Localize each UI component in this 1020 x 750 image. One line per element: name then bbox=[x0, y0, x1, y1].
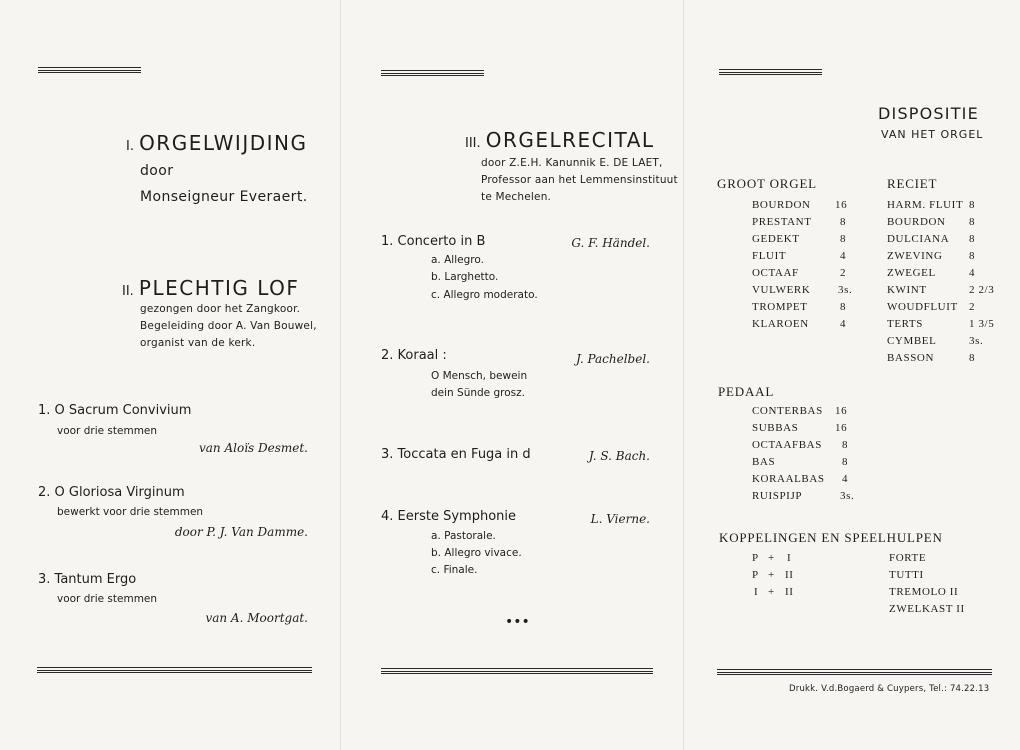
piece-1-part-a: a. Allegro. bbox=[431, 254, 484, 266]
section1-line-1: door bbox=[140, 163, 174, 179]
reciet-stop-name: KWINT bbox=[887, 284, 927, 296]
pedaal-stop-size: 3s. bbox=[840, 490, 855, 502]
coupler-plus: + bbox=[768, 569, 775, 581]
section2-heading bbox=[122, 276, 299, 300]
piece-1-part-c: c. Allegro moderato. bbox=[431, 289, 538, 301]
program-item-1-sub: voor drie stemmen bbox=[57, 425, 158, 437]
section2-title: PLECHTIG LOF bbox=[138, 276, 300, 300]
dispositie-subtitle: VAN HET ORGEL bbox=[881, 128, 984, 141]
aid-tremolo: TREMOLO II bbox=[889, 586, 959, 598]
reciet-stop-name: BOURDON bbox=[887, 216, 946, 228]
piece-4-composer: L. Vierne. bbox=[590, 512, 650, 526]
section3-heading bbox=[465, 128, 655, 152]
reciet-stop-name: CYMBEL bbox=[887, 335, 937, 347]
section3-line-1: door Z.E.H. Kanunnik E. DE LAET, bbox=[481, 157, 663, 169]
section3-title: ORGELRECITAL bbox=[485, 128, 655, 152]
panel-fold-right bbox=[683, 0, 684, 750]
program-item-3-title: 3. Tantum Ergo bbox=[38, 572, 137, 587]
groot-stop-size: 16 bbox=[835, 199, 848, 211]
piece-1-composer: G. F. Händel. bbox=[571, 236, 650, 250]
reciet-stop-size: 8 bbox=[969, 250, 976, 262]
ornament-dots: ••• bbox=[505, 614, 530, 630]
reciet-stop-size: 8 bbox=[969, 216, 976, 228]
coupler-right: I bbox=[787, 552, 792, 564]
pedaal-stop-size: 16 bbox=[835, 422, 848, 434]
piece-2-composer: J. Pachelbel. bbox=[575, 352, 650, 366]
pedaal-stop-size: 16 bbox=[835, 405, 848, 417]
groot-stop-size: 4 bbox=[840, 318, 847, 330]
pedaal-stop-name: RUISPIJP bbox=[752, 490, 803, 502]
reciet-stop-size: 1 3/5 bbox=[969, 318, 995, 330]
pedaal-stop-size: 8 bbox=[842, 456, 849, 468]
piece-4-part-a: a. Pastorale. bbox=[431, 530, 496, 542]
reciet-stop-name: BASSON bbox=[887, 352, 935, 364]
section3-roman: III. bbox=[465, 136, 481, 151]
section3-line-2: Professor aan het Lemmensinstituut bbox=[481, 174, 678, 186]
bottom-rule-panel3 bbox=[717, 669, 992, 675]
groot-stop-name: TROMPET bbox=[752, 301, 808, 313]
printer-credit: Drukk. V.d.Bogaerd & Cuypers, Tel.: 74.22.13 bbox=[789, 684, 990, 694]
pedaal-stop-name: SUBBAS bbox=[752, 422, 799, 434]
coupler-left: P bbox=[752, 569, 759, 581]
bottom-rule-panel2 bbox=[381, 668, 653, 674]
groot-stop-size: 2 bbox=[840, 267, 847, 279]
piece-3-title: 3. Toccata en Fuga in d bbox=[381, 447, 531, 462]
reciet-stop-name: WOUDFLUIT bbox=[887, 301, 958, 313]
pedaal-stop-name: BAS bbox=[752, 456, 776, 468]
piece-1-part-b: b. Larghetto. bbox=[431, 271, 499, 283]
section2-line-1: gezongen door het Zangkoor. bbox=[140, 303, 301, 315]
groot-stop-name: FLUIT bbox=[752, 250, 787, 262]
coupler-plus: + bbox=[768, 586, 775, 598]
piece-2-title: 2. Koraal : bbox=[381, 348, 447, 363]
section1-roman: I. bbox=[126, 139, 134, 154]
piece-2-part-1: O Mensch, bewein bbox=[431, 370, 528, 382]
reciet-stop-name: HARM. FLUIT bbox=[887, 199, 964, 211]
groot-stop-size: 8 bbox=[840, 216, 847, 228]
section2-line-3: organist van de kerk. bbox=[140, 337, 256, 349]
pedaal-stop-size: 8 bbox=[842, 439, 849, 451]
koppelingen-heading: KOPPELINGEN EN SPEELHULPEN bbox=[719, 530, 943, 545]
pedaal-heading: PEDAAL bbox=[718, 384, 775, 399]
section2-roman: II. bbox=[122, 284, 134, 299]
aid-forte: FORTE bbox=[889, 552, 927, 564]
groot-stop-name: VULWERK bbox=[752, 284, 811, 296]
program-item-3-sub: voor drie stemmen bbox=[57, 593, 158, 605]
program-item-2-title: 2. O Gloriosa Virginum bbox=[38, 485, 185, 500]
piece-4-part-b: b. Allegro vivace. bbox=[431, 547, 522, 559]
groot-orgel-heading: GROOT ORGEL bbox=[717, 176, 817, 191]
coupler-plus: + bbox=[768, 552, 775, 564]
reciet-stop-size: 2 bbox=[969, 301, 976, 313]
coupler-right: II bbox=[785, 569, 794, 581]
coupler-left: I bbox=[754, 586, 759, 598]
piece-2-part-2: dein Sünde grosz. bbox=[431, 387, 525, 399]
reciet-stop-size: 3s. bbox=[969, 335, 984, 347]
reciet-stop-size: 4 bbox=[969, 267, 976, 279]
piece-3-composer: J. S. Bach. bbox=[588, 449, 650, 463]
reciet-heading: RECIET bbox=[887, 176, 938, 191]
section2-line-2: Begeleiding door A. Van Bouwel, bbox=[140, 320, 317, 332]
bottom-rule-panel1 bbox=[37, 667, 312, 673]
coupler-right: II bbox=[785, 586, 794, 598]
groot-stop-name: GEDEKT bbox=[752, 233, 800, 245]
section1-line-2: Monseigneur Everaert. bbox=[140, 189, 308, 205]
dispositie-title: DISPOSITIE bbox=[878, 104, 979, 123]
groot-stop-size: 8 bbox=[840, 301, 847, 313]
coupler-left: P bbox=[752, 552, 759, 564]
groot-stop-size: 4 bbox=[840, 250, 847, 262]
aid-zwelkast: ZWELKAST II bbox=[889, 603, 965, 615]
reciet-stop-size: 8 bbox=[969, 233, 976, 245]
reciet-stop-size: 8 bbox=[969, 352, 976, 364]
top-rule-panel2 bbox=[381, 70, 484, 76]
top-rule-panel1 bbox=[38, 67, 141, 73]
groot-stop-size: 8 bbox=[840, 233, 847, 245]
groot-stop-name: KLAROEN bbox=[752, 318, 809, 330]
piece-4-title: 4. Eerste Symphonie bbox=[381, 509, 516, 524]
panel-fold-left bbox=[340, 0, 341, 750]
reciet-stop-size: 2 2/3 bbox=[969, 284, 995, 296]
reciet-stop-name: TERTS bbox=[887, 318, 923, 330]
pedaal-stop-name: CONTERBAS bbox=[752, 405, 823, 417]
reciet-stop-size: 8 bbox=[969, 199, 976, 211]
program-item-3-composer: van A. Moortgat. bbox=[205, 611, 308, 625]
groot-stop-name: PRESTANT bbox=[752, 216, 812, 228]
program-item-2-composer: door P. J. Van Damme. bbox=[174, 525, 308, 539]
top-rule-panel3 bbox=[719, 69, 822, 75]
section3-line-3: te Mechelen. bbox=[481, 191, 552, 203]
piece-1-title: 1. Concerto in B bbox=[381, 234, 486, 249]
program-item-1-composer: van Aloïs Desmet. bbox=[198, 441, 308, 455]
piece-4-part-c: c. Finale. bbox=[431, 564, 478, 576]
program-item-1-title: 1. O Sacrum Convivium bbox=[38, 403, 192, 418]
pedaal-stop-name: KORAALBAS bbox=[752, 473, 825, 485]
aid-tutti: TUTTI bbox=[889, 569, 924, 581]
groot-stop-name: BOURDON bbox=[752, 199, 811, 211]
program-item-2-sub: bewerkt voor drie stemmen bbox=[57, 506, 204, 518]
reciet-stop-name: DULCIANA bbox=[887, 233, 950, 245]
groot-stop-size: 3s. bbox=[838, 284, 853, 296]
section1-heading bbox=[126, 131, 307, 155]
section1-title: ORGELWIJDING bbox=[139, 131, 308, 155]
pedaal-stop-size: 4 bbox=[842, 473, 849, 485]
groot-stop-name: OCTAAF bbox=[752, 267, 799, 279]
reciet-stop-name: ZWEGEL bbox=[887, 267, 936, 279]
pedaal-stop-name: OCTAAFBAS bbox=[752, 439, 822, 451]
reciet-stop-name: ZWEVING bbox=[887, 250, 943, 262]
